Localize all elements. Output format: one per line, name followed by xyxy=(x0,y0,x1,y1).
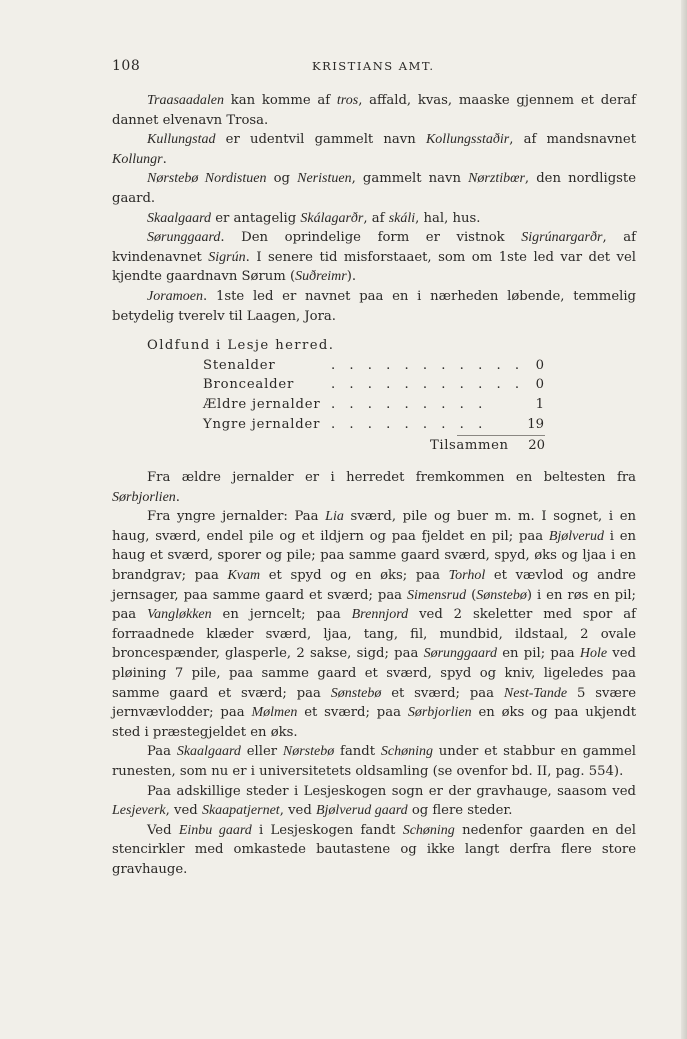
place-name: Mølmen xyxy=(251,705,298,721)
text-span: i en røs en pil; paa xyxy=(112,587,636,623)
leader-dots: . . . . . . . . . xyxy=(331,396,488,412)
place-name: Neristuen xyxy=(297,171,352,187)
old-form: Sigrúnargarðr xyxy=(521,230,603,246)
etym-word: tros xyxy=(336,93,359,108)
leader-dots: . . . . . . . . . . . xyxy=(331,377,525,393)
text-span: , hal, hus. xyxy=(415,210,481,226)
page-number: 108 xyxy=(112,58,141,74)
paragraph-joramoen xyxy=(112,287,636,326)
finds-row-value: 19 xyxy=(527,416,544,432)
paragraph-gravhauge xyxy=(112,782,636,821)
place-name: Lia xyxy=(325,509,344,525)
person-name: Schøning xyxy=(402,822,455,838)
place-name: Sørunggaard xyxy=(423,646,497,662)
finds-row xyxy=(203,415,544,435)
old-form: Skálagarðr xyxy=(300,210,364,226)
place-name: Kvam xyxy=(227,568,261,584)
text-span: , affald, kvas, maaske gjennem et deraf dannet elvenavn Trosa. xyxy=(112,93,636,128)
text-span: en pil; paa xyxy=(497,646,580,662)
text-span: , af mandsnavnet xyxy=(509,132,636,148)
finds-row-label: Broncealder xyxy=(203,377,295,393)
place-name: Skaapatjernet xyxy=(201,803,280,819)
place-name: Sønstebø xyxy=(330,685,382,701)
finds-row xyxy=(203,375,544,395)
finds-row-value: 1 xyxy=(535,396,544,412)
text-span: Paa xyxy=(147,744,177,760)
place-name: Traasaadalen xyxy=(147,93,225,108)
text-span: , ved xyxy=(279,803,316,819)
finds-row xyxy=(203,395,544,415)
old-form: Suðreimr xyxy=(295,269,347,285)
text-span: er udentvil gammelt navn xyxy=(215,132,426,148)
page-edge xyxy=(681,0,687,1039)
text-span: . Den oprindelige form er vistnok xyxy=(220,230,522,246)
text-span: og flere steder. xyxy=(407,803,513,819)
text-span: , af xyxy=(363,210,389,226)
text-span: , gammelt navn xyxy=(351,171,469,187)
text-span: fandt xyxy=(334,744,381,760)
paragraph-kullungstad xyxy=(112,130,636,169)
place-name: Sørbjorlien xyxy=(407,705,472,721)
text-span: Fra ældre jernalder er i herredet fremkommen en beltesten fra xyxy=(147,470,636,486)
place-name: Brennjord xyxy=(351,607,409,623)
text-span: under et stabbur en gammel runesten, som nu er i universitetets oldsamling (se ovenfor bd. II, pag. 554). xyxy=(112,744,636,779)
paragraph-einbu xyxy=(112,821,636,880)
place-name: Simensrud xyxy=(407,587,467,603)
text-span: sværd, pile og buer m. m. I sognet, i en haug, sværd, endel pile og et ildjern og paa fjeldet en pil; paa xyxy=(112,509,636,544)
place-name: Hole xyxy=(579,646,608,662)
place-name: Einbu gaard xyxy=(178,822,252,838)
text-span: i Lesjeskogen fandt xyxy=(251,822,403,838)
finds-total-value: 20 xyxy=(528,438,545,454)
finds-row-label: Ældre jernalder xyxy=(203,396,321,412)
text-span: et spyd og en øks; paa xyxy=(260,568,449,584)
place-name: Skaalgaard xyxy=(147,210,212,226)
place-name: Bjølverud gaard xyxy=(315,803,408,819)
text-span: . 1ste led er navnet paa en i nærheden løbende, temmelig betydelig tverelv til Laagen, Jora. xyxy=(112,288,636,324)
running-header xyxy=(112,58,634,78)
text-span: i en haug et sværd, sporer og pile; paa samme gaard sværd, spyd, øks og ljaa i en brandgrav; paa xyxy=(112,528,636,584)
text-span: kan komme af xyxy=(224,93,337,108)
text-span: . xyxy=(162,151,167,167)
paragraph-skaalgaard xyxy=(112,209,636,229)
text-span: , ved xyxy=(165,803,202,819)
etym-word: skáli xyxy=(388,210,416,226)
text-span: Paa adskillige steder i Lesjeskogen sogn er der gravhauge, saasom ved xyxy=(147,783,636,799)
finds-row-value: 0 xyxy=(535,377,544,393)
text-span: . xyxy=(175,489,180,505)
place-name: Sørunggaard xyxy=(147,230,221,246)
finds-total-row xyxy=(430,436,545,456)
text-span: et sværd; paa xyxy=(297,705,408,721)
text-span: 5 svære jernvævlodder; paa xyxy=(112,685,637,721)
paragraph-norstebo xyxy=(112,169,636,208)
paragraph-runestone xyxy=(112,742,636,781)
text-span: ved pløining 7 pile, paa samme gaard et sværd, spyd og kniv, ligeledes paa samme gaard et sværd; paa xyxy=(112,646,637,701)
person-name: Schøning xyxy=(380,744,433,760)
text-span: Ved xyxy=(147,822,179,838)
finds-row-label: Stenalder xyxy=(203,357,276,373)
leader-dots: . . . . . . . . . xyxy=(331,416,488,432)
text-span: et sværd; paa xyxy=(381,685,504,701)
text-span: ). xyxy=(346,269,357,285)
paragraph-traasaadalen xyxy=(112,91,636,130)
paragraph-sorunggaard xyxy=(112,228,636,287)
text-span: ved 2 skeletter med spor af forraadnede klæder sværd, ljaa, tang, fil, mundbid, ildstaal, 2 ovale broncespænder, glasperle, 2 sakse, sigd; paa xyxy=(112,607,636,662)
paragraph-older-iron-age xyxy=(112,468,636,507)
place-name: Lesjeverk xyxy=(112,803,166,819)
text-span: eller xyxy=(240,744,283,760)
text-span: en øks og paa ukjendt sted i præstegjeldet en øks. xyxy=(112,705,636,740)
leader-dots: . . . . . . . . . . . xyxy=(331,357,525,373)
place-name: Kullungstad xyxy=(147,132,216,148)
text-span: Fra yngre jernalder: Paa xyxy=(147,509,326,525)
place-name: Bjølverud xyxy=(548,528,605,544)
finds-table-caption: Oldfund i Lesje herred. xyxy=(147,338,335,354)
paragraph-younger-iron-age: Fra yngre jernalder: Paa Lia sværd, pile og buer m. m. I sognet, i en haug, sværd, endel pile og et ildjern og paa fjeldet en pil; paa Bjølverud i en haug et sværd, sporer og pile; paa samme gaard sværd, spyd, øks og ljaa i en brandgrav; paa Kvam et spyd og en øks; paa Torhol et vævlod og andre jernsager, paa samme gaard et sværd; paa Simensrud (Sønstebø) i en røs en pil; paa Vangløkken en jerncelt; paa Brennjord ved 2 skeletter med spor af forraadnede klæder sværd, ljaa, tang, fil, mundbid, ildstaal, 2 ovale broncespænder, glasperle, 2 sakse, sigd; paa Sørunggaard en pil; paa Hole ved pløining 7 pile, paa samme gaard et sværd, spyd og kniv, ligeledes paa samme gaard et sværd; paa Sønstebø et sværd; paa Nest-Tande 5 svære jernvævlodder; paa Mølmen et sværd; paa Sørbjorlien en øks og paa ukjendt sted i præstegjeldet en øks. xyxy=(112,509,637,740)
text-span: er antagelig xyxy=(211,210,301,226)
old-form: Nørztibœr xyxy=(468,171,525,187)
place-name: Vangløkken xyxy=(147,607,212,623)
text-span: og xyxy=(266,171,298,187)
text-span: nedenfor gaarden en del stencirkler med omkastede bautastene og ikke langt derfra flere store gravhauge. xyxy=(112,822,637,877)
text-span: et vævlod og andre jernsager, paa samme gaard et sværd; paa xyxy=(112,568,636,603)
place-name: Nørstebø xyxy=(282,744,335,760)
running-title: KRISTIANS AMT. xyxy=(312,59,435,73)
place-name: Skaalgaard xyxy=(176,744,241,760)
person-name: Kollungr xyxy=(112,151,163,167)
place-name: Joramoen xyxy=(147,288,203,304)
finds-row xyxy=(203,356,544,376)
finds-total-label: Tilsammen xyxy=(430,438,509,454)
text-span: , den nordligste gaard. xyxy=(112,171,637,206)
text-span: . I senere tid misforstaaet, som om 1ste led var det vel kjendte gaardnavn Sørum ( xyxy=(112,249,637,285)
place-name: Sønstebø xyxy=(476,587,527,603)
finds-table xyxy=(112,336,636,456)
place-name: Torhol xyxy=(448,568,486,584)
text-span: , af kvindenavnet xyxy=(112,230,636,265)
body-text xyxy=(112,91,636,880)
person-name: Sigrún xyxy=(208,249,246,265)
old-form: Kollungsstaðir xyxy=(425,132,510,148)
text-span: en jerncelt; paa xyxy=(211,607,352,623)
place-name: Nest-Tande xyxy=(503,685,568,701)
place-name: Nørstebø Nordistuen xyxy=(147,171,267,187)
finds-row-label: Yngre jernalder xyxy=(203,416,321,432)
finds-row-value: 0 xyxy=(535,357,544,373)
place-name: Sørbjorlien xyxy=(112,489,176,505)
